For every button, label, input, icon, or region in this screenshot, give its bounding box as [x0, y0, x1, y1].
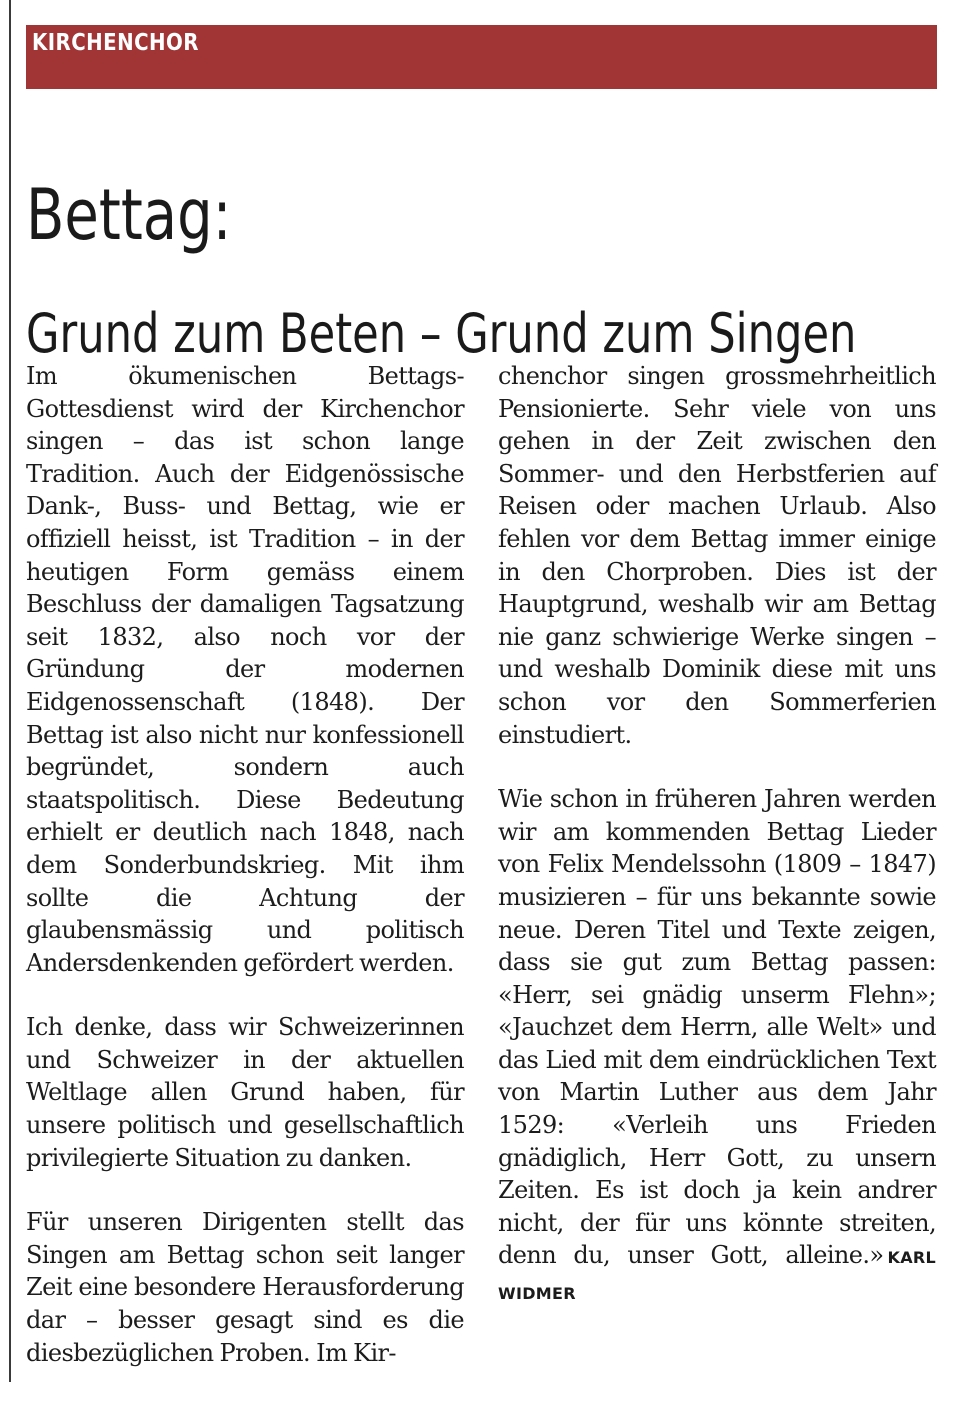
- body-paragraph: Ich denke, dass wir Schweizerinnen und Schweizer in der aktuellen Weltlage allen Grund haben, für unsere politisch und gesellschaftlich privilegierte Situation zu danken.: [26, 1013, 464, 1172]
- article-column-left: [26, 360, 464, 1401]
- body-paragraph: Im ökumenischen Bettags-Gottesdienst wird der Kirchenchor singen – das ist schon lange Tradition. Auch der Eidgenössische Dank-, Buss- und Bettag, wie er offiziell heisst, ist Tradition – in der heutigen Form gemäss einem Beschluss der damaligen Tagsatzung seit 1832, also noch vor der Gründung der modernen Eidgenossenschaft (1848). Der Bettag ist also nicht nur konfessionell begründet, sondern auch staatspolitisch. Diese Bedeutung erhielt er deutlich nach 1848, nach dem Sonderbundskrieg. Mit ihm sollte die Achtung der glaubensmässig und politisch Andersdenkenden gefördert werden.: [26, 362, 464, 977]
- subheadline: Grund zum Beten – Grund zum Singen: [26, 301, 857, 365]
- page-left-rule: [9, 0, 11, 1382]
- author-byline: KARL WIDMER: [498, 1248, 936, 1304]
- body-paragraph-text: Wie schon in früheren Jahren werden wir am kommenden Bettag Lieder von Felix Mendelssohn (1809 – 1847) musizieren – für uns bekannte sowie neue. Deren Titel und Texte zeigen, dass sie gut zum Bettag passen: «Herr, sei gnädig unserm Flehn»; «Jauchzet dem Herrn, alle Welt» und das Lied mit dem eindrücklichen Text von Martin Luther aus dem Jahr 1529: «Verleih uns Frieden gnädiglich, Herr Gott, zu unsern Zeiten. Es ist doch ja kein andrer nicht, der für uns könnte streiten, denn du, unser Gott, alleine.»: [498, 785, 936, 1270]
- body-paragraph-last: [498, 783, 936, 1311]
- section-label: KIRCHENCHOR: [32, 30, 199, 56]
- headline: Bettag:: [26, 173, 232, 256]
- article-column-right: [498, 360, 936, 1343]
- body-paragraph: chenchor singen grossmehrheitlich Pensionierte. Sehr viele von uns gehen in der Zeit zwischen den Sommer- und den Herbstferien auf Reisen oder machen Urlaub. Also fehlen vor dem Bettag immer einige in den Chorproben. Dies ist der Hauptgrund, weshalb wir am Bettag nie ganz schwierige Werke singen – und weshalb Dominik diese mit uns schon vor den Sommerferien einstudiert.: [498, 362, 936, 749]
- section-header-bar: [26, 25, 937, 89]
- body-paragraph: Für unseren Dirigenten stellt das Singen am Bettag schon seit langer Zeit eine besondere Herausforderung dar – besser gesagt sind es die diesbezüglichen Proben. Im Kir-: [26, 1208, 464, 1367]
